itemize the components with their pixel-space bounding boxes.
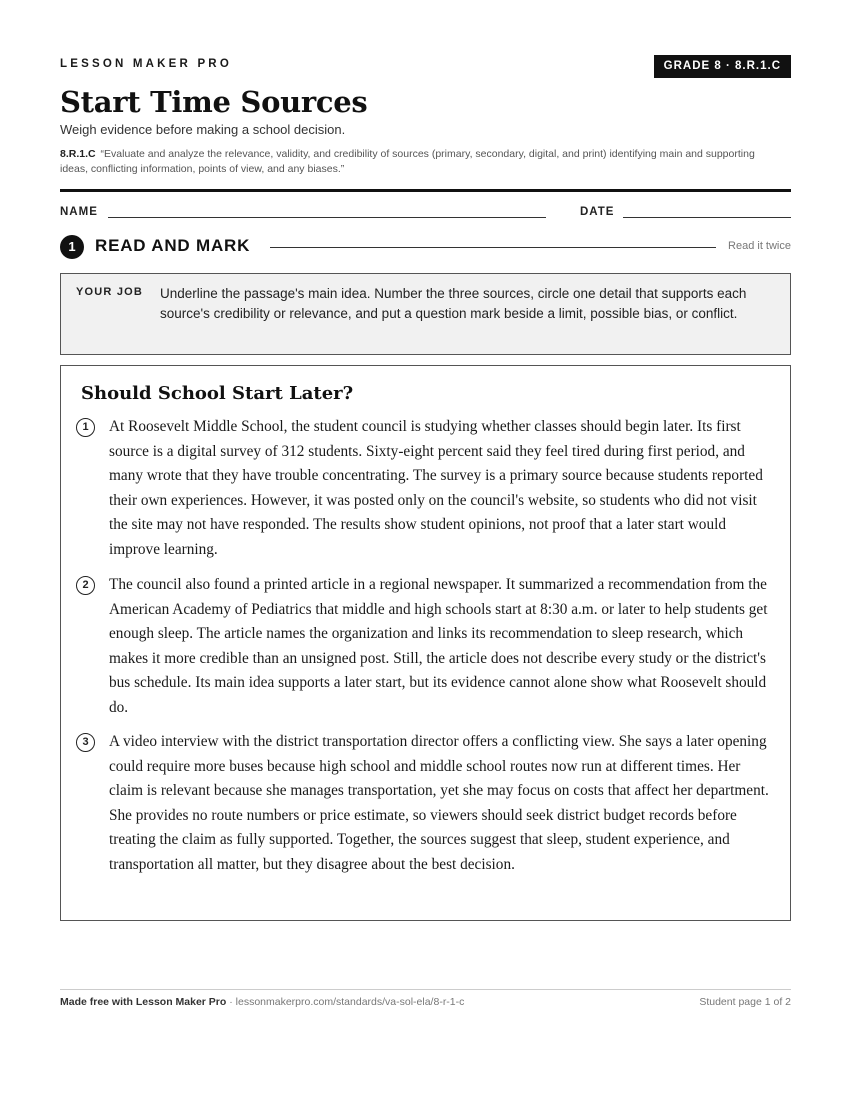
section-header (60, 235, 791, 259)
section-divider (270, 247, 716, 248)
brand-name: LESSON MAKER PRO (60, 58, 232, 70)
page-subtitle: Weigh evidence before making a school decision. (60, 122, 346, 137)
instructions-label: YOUR JOB (76, 286, 144, 298)
footer-divider (60, 989, 791, 990)
section-hint: Read it twice (728, 240, 791, 252)
name-date-row (60, 206, 791, 220)
page-footer (60, 996, 791, 1008)
instructions-text: Underline the passage's main idea. Number the three sources, circle one detail that supports each source's credibility or relevance, and put a question mark beside a limit, possible bias, or conflict. (160, 286, 747, 321)
header-divider (60, 189, 791, 192)
date-label: DATE (580, 206, 615, 218)
grade-badge: GRADE 8 · 8.R.1.C (654, 55, 791, 78)
reading-passage (60, 365, 791, 921)
footer-credit: Made free with Lesson Maker Pro (60, 996, 227, 1008)
footer-url[interactable]: · lessonmakerpro.com/standards/va-sol-ela/8-r-1-c (226, 996, 465, 1008)
paragraph-number: 1 (76, 418, 95, 437)
paragraph-text: A video interview with the district transportation director offers a conflicting view. She says a later opening could require more buses because high school and middle school routes now run at different times. Her claim is relevant because she manages transportation, yet she may focus on costs that affect her department. She provides no route numbers or price estimate, so viewers should seek district budget records before treating the claim as fully supported. Together, the sources suggest that sleep, student experience, and transportation all matter, but they disagree about the best decision. (109, 733, 769, 873)
page-number: Student page 1 of 2 (699, 996, 791, 1008)
date-field-line[interactable] (623, 217, 791, 218)
page-title: Start Time Sources (60, 85, 368, 119)
standard-description (60, 147, 780, 177)
paragraph-text: The council also found a printed article in a regional newspaper. It summarized a recommendation from the American Academy of Pediatrics that middle and high schools start at 8:30 a.m. or later to help students get enough sleep. The article names the organization and links its recommendation to sleep research, which makes it more credible than an unsigned post. Still, the article does not describe every study or the district's bus schedule. Its main idea supports a later start, but its evidence cannot alone show what Roosevelt should do. (109, 576, 768, 716)
paragraph-number: 3 (76, 733, 95, 752)
standard-code: 8.R.1.C (60, 148, 96, 160)
header-bar (60, 55, 791, 79)
paragraph-text: At Roosevelt Middle School, the student council is studying whether classes should begin later. Its first source is a digital survey of 312 students. Sixty-eight percent said they feel tired during first period, and many wrote that they have trouble concentrating. The survey is a primary source because students reported their own experiences. However, it was posted only on the council's website, so students who did not visit the site may not have responded. The results show student opinions, not proof that a later start would improve learning. (109, 418, 763, 558)
section-number-badge: 1 (60, 235, 84, 259)
standard-text: “Evaluate and analyze the relevance, validity, and credibility of sources (primary, secondary, digital, and print) identifying main and supporting ideas, conflicting information, points of view, and any biases.” (60, 148, 755, 175)
instructions-box (60, 273, 791, 355)
name-label: NAME (60, 206, 98, 218)
section-title: READ AND MARK (95, 236, 251, 255)
worksheet-page (60, 0, 791, 1100)
passage-title: Should School Start Later? (81, 383, 354, 404)
paragraph-number: 2 (76, 576, 95, 595)
name-field-line[interactable] (108, 217, 546, 218)
